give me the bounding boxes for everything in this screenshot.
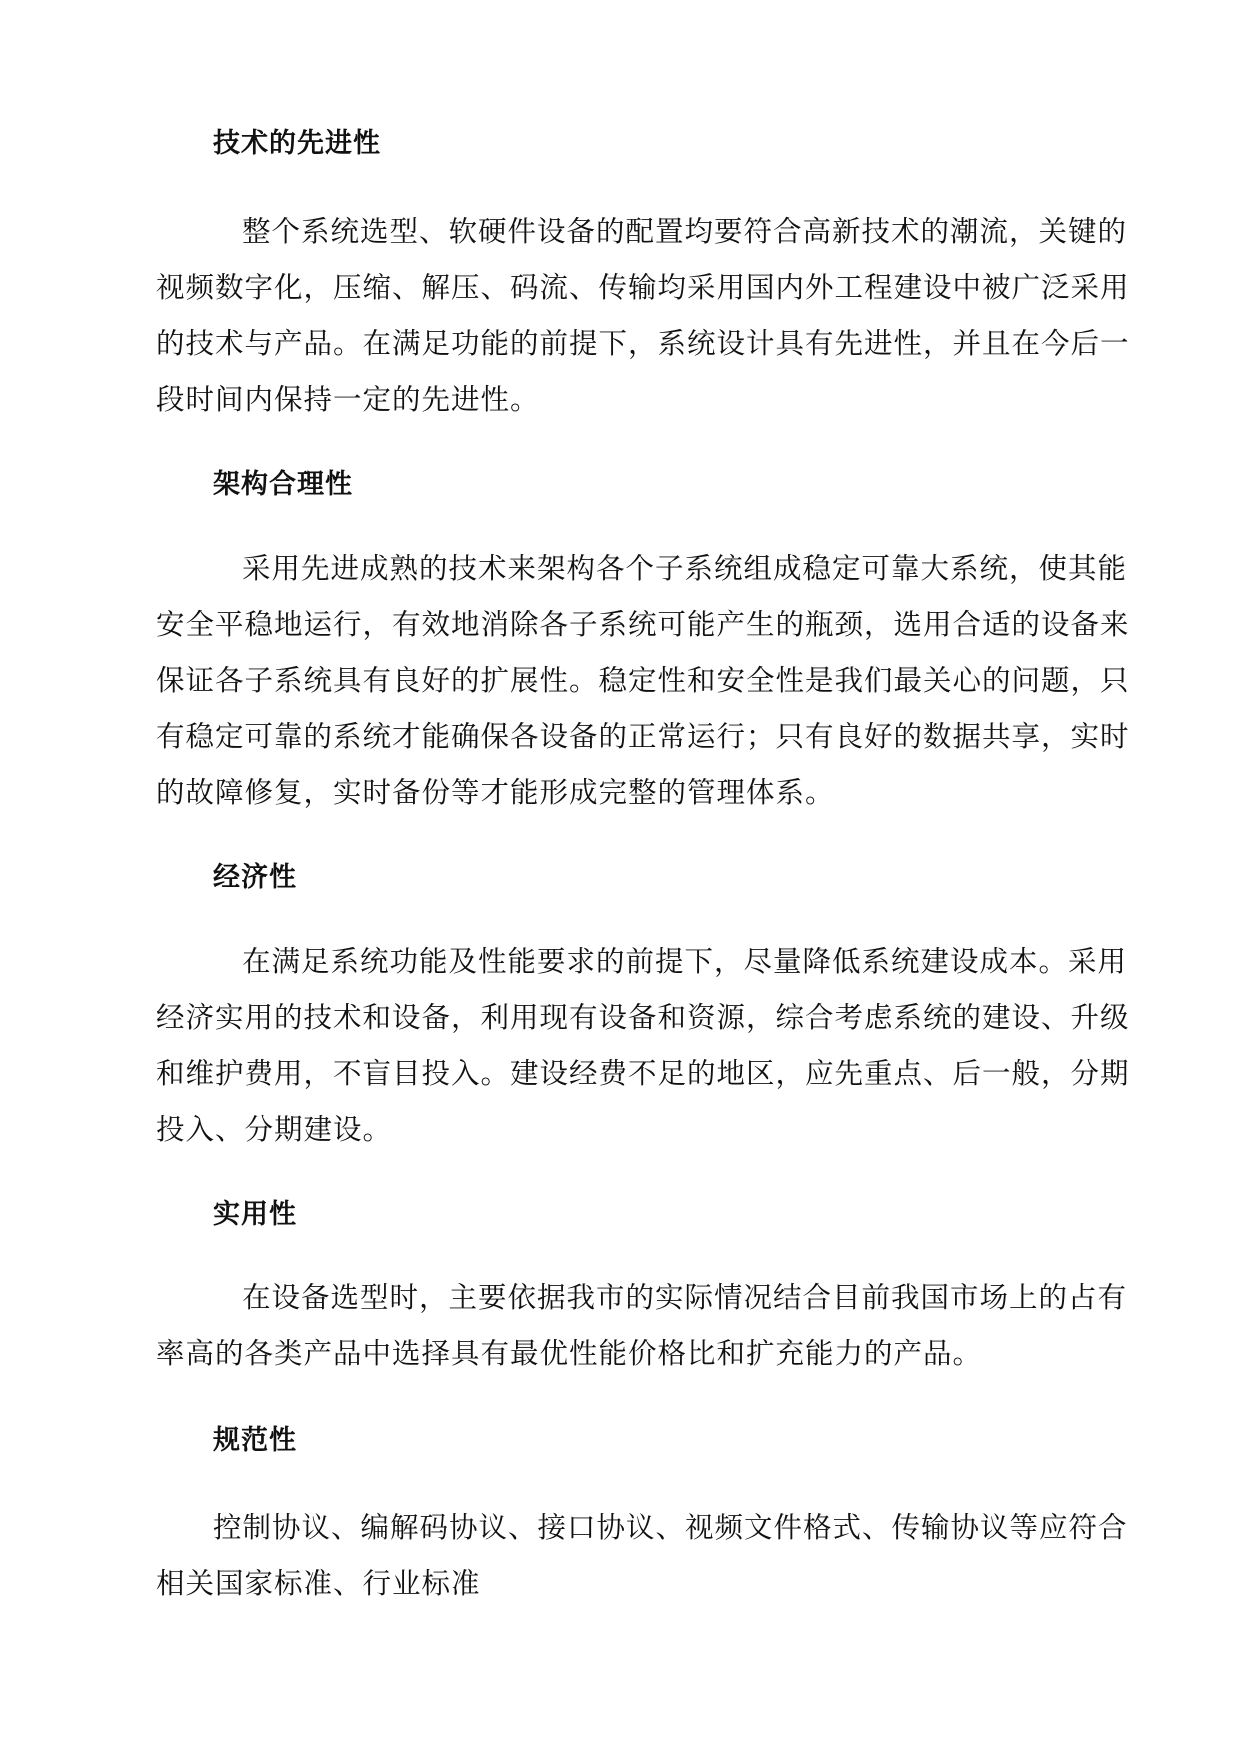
paragraph-architecture [156, 541, 1130, 821]
paragraph-line: 段时间内保持一定的先进性。 [156, 383, 540, 416]
paragraph-line: 率高的各类产品中选择具有最优性能价格比和扩充能力的产品。 [156, 1337, 983, 1370]
section-heading-standardization: 规范性 [213, 1425, 297, 1456]
paragraph-line: 经济实用的技术和设备，利用现有设备和资源，综合考虑系统的建设、升级 [156, 1001, 1130, 1034]
paragraph-line: 的故障修复，实时备份等才能形成完整的管理体系。 [156, 776, 835, 809]
paragraph-line: 在满足系统功能及性能要求的前提下，尽量降低系统建设成本。采用 [242, 945, 1128, 978]
paragraph-line: 和维护费用，不盲目投入。建设经费不足的地区，应先重点、后一般，分期 [156, 1057, 1130, 1090]
paragraph-practicality [156, 1270, 1128, 1382]
section-heading-economy: 经济性 [213, 862, 297, 893]
paragraph-line: 控制协议、编解码协议、接口协议、视频文件格式、传输协议等应符合 [213, 1511, 1128, 1544]
paragraph-economy [156, 934, 1130, 1158]
paragraph-technology-advanced [156, 204, 1130, 428]
section-heading-practicality: 实用性 [213, 1199, 297, 1230]
paragraph-line: 相关国家标准、行业标准 [156, 1567, 481, 1600]
paragraph-line: 采用先进成熟的技术来架构各个子系统组成稳定可靠大系统，使其能 [242, 552, 1128, 585]
paragraph-standardization [156, 1500, 1128, 1612]
paragraph-line: 整个系统选型、软硬件设备的配置均要符合高新技术的潮流，关键的 [242, 215, 1128, 248]
paragraph-line: 的技术与产品。在满足功能的前提下，系统设计具有先进性，并且在今后一 [156, 327, 1130, 360]
paragraph-line: 有稳定可靠的系统才能确保各设备的正常运行；只有良好的数据共享，实时 [156, 720, 1130, 753]
paragraph-line: 在设备选型时，主要依据我市的实际情况结合目前我国市场上的占有 [242, 1281, 1128, 1314]
paragraph-line: 投入、分期建设。 [156, 1113, 393, 1146]
section-heading-architecture: 架构合理性 [213, 469, 353, 500]
paragraph-line: 安全平稳地运行，有效地消除各子系统可能产生的瓶颈，选用合适的设备来 [156, 608, 1130, 641]
paragraph-line: 保证各子系统具有良好的扩展性。稳定性和安全性是我们最关心的问题，只 [156, 664, 1130, 697]
paragraph-line: 视频数字化，压缩、解压、码流、传输均采用国内外工程建设中被广泛采用 [156, 271, 1130, 304]
section-heading-technology-advanced: 技术的先进性 [213, 128, 381, 159]
